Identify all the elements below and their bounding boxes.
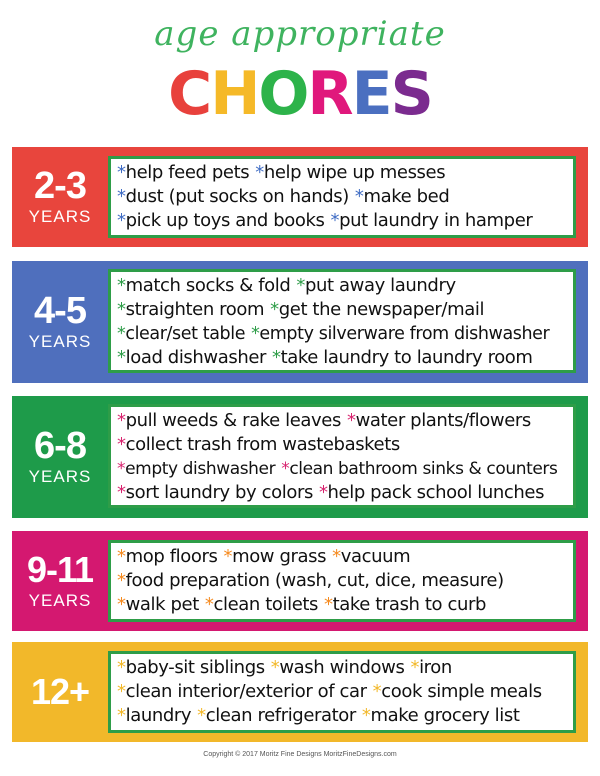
chore-item — [117, 681, 367, 702]
age-range: 9-11 — [26, 549, 94, 590]
chore-text: pick up toys and books — [125, 210, 325, 231]
asterisk-bullet-icon: * — [117, 162, 126, 183]
chore-line — [117, 433, 565, 457]
asterisk-bullet-icon: * — [117, 681, 126, 702]
chore-text: collect trash from wastebaskets — [125, 434, 400, 455]
chore-text: mop floors — [125, 546, 218, 567]
chore-item — [296, 275, 455, 296]
chore-item — [331, 210, 533, 231]
chore-text: take laundry to laundry room — [280, 347, 533, 368]
asterisk-bullet-icon: * — [354, 186, 364, 207]
chore-item — [347, 410, 531, 431]
chore-item — [117, 347, 266, 368]
chore-line — [117, 481, 565, 505]
chore-text: food preparation (wash, cut, dice, measure) — [125, 570, 504, 591]
chore-text: load dishwasher — [125, 347, 267, 368]
chore-text: iron — [419, 657, 452, 678]
chore-item — [255, 162, 445, 183]
age-group-band — [12, 642, 588, 742]
chore-text: baby-sit siblings — [125, 657, 265, 678]
asterisk-bullet-icon: * — [330, 210, 340, 231]
chore-item — [205, 594, 318, 615]
chore-item — [117, 434, 400, 455]
age-label-block — [12, 261, 108, 383]
chore-text: water plants/flowers — [355, 410, 531, 431]
asterisk-bullet-icon: * — [324, 594, 333, 615]
age-group-band — [12, 147, 588, 247]
asterisk-bullet-icon: * — [117, 186, 126, 207]
chore-text: empty dishwasher — [125, 459, 276, 479]
chore-item — [117, 410, 341, 431]
chore-item — [117, 162, 249, 183]
chore-line — [117, 545, 565, 569]
chore-item — [117, 594, 199, 615]
chore-line — [117, 322, 565, 346]
chore-line — [117, 185, 565, 209]
chore-line — [117, 680, 565, 704]
asterisk-bullet-icon: * — [117, 482, 126, 503]
chore-line — [117, 457, 565, 481]
asterisk-bullet-icon: * — [204, 594, 214, 615]
chore-line — [117, 656, 565, 680]
asterisk-bullet-icon: * — [255, 162, 264, 183]
asterisk-bullet-icon: * — [117, 210, 126, 231]
chore-item — [117, 657, 265, 678]
chore-text: laundry — [125, 705, 192, 726]
chore-item — [197, 705, 356, 726]
chore-text: match socks & fold — [125, 275, 291, 296]
title-letter: S — [390, 59, 432, 129]
asterisk-bullet-icon: * — [410, 657, 420, 678]
asterisk-bullet-icon: * — [296, 275, 306, 296]
asterisk-bullet-icon: * — [197, 705, 206, 726]
age-group-band — [12, 396, 588, 518]
chore-text: vacuum — [340, 546, 411, 567]
asterisk-bullet-icon: * — [117, 594, 126, 615]
asterisk-bullet-icon: * — [117, 705, 126, 726]
years-label: YEARS — [28, 332, 92, 351]
asterisk-bullet-icon: * — [372, 681, 382, 702]
chore-item — [319, 482, 544, 503]
chore-item — [281, 459, 557, 479]
asterisk-bullet-icon: * — [270, 657, 280, 678]
asterisk-bullet-icon: * — [332, 546, 341, 567]
chore-text: clean refrigerator — [205, 705, 356, 726]
asterisk-bullet-icon: * — [272, 347, 281, 368]
chore-item — [117, 459, 275, 479]
asterisk-bullet-icon: * — [117, 459, 126, 479]
chore-line — [117, 409, 565, 433]
chore-text: cook simple meals — [381, 681, 542, 702]
chore-text: clean interior/exterior of car — [125, 681, 367, 702]
chore-text: mow grass — [232, 546, 327, 567]
chore-item — [362, 705, 520, 726]
chore-item — [223, 546, 326, 567]
chore-item — [410, 657, 451, 678]
chore-text: make grocery list — [370, 705, 520, 726]
chore-item — [272, 347, 533, 368]
asterisk-bullet-icon: * — [117, 546, 126, 567]
years-label: YEARS — [28, 467, 92, 486]
chore-text: straighten room — [125, 299, 265, 320]
years-label: YEARS — [28, 207, 92, 226]
chore-item — [117, 299, 264, 320]
chore-item — [271, 657, 405, 678]
asterisk-bullet-icon: * — [281, 459, 290, 479]
chore-text: help wipe up messes — [263, 162, 446, 183]
age-label-block — [12, 642, 108, 742]
chore-line — [117, 704, 565, 728]
chore-list-box — [108, 540, 576, 622]
age-group-band — [12, 261, 588, 383]
chore-item — [117, 210, 325, 231]
chore-line — [117, 569, 565, 593]
asterisk-bullet-icon: * — [251, 324, 260, 344]
chore-item — [117, 324, 245, 344]
page-subtitle: age appropriate — [154, 14, 446, 54]
chore-text: take trash to curb — [332, 594, 486, 615]
chore-line — [117, 298, 565, 322]
chore-item — [332, 546, 410, 567]
age-range: 6-8 — [34, 425, 86, 467]
chore-text: get the newspaper/mail — [278, 299, 485, 320]
chore-item — [117, 186, 349, 207]
years-label: YEARS — [28, 591, 92, 610]
asterisk-bullet-icon: * — [117, 324, 126, 344]
chore-text: empty silverware from dishwasher — [259, 324, 550, 344]
age-range: 2-3 — [34, 165, 86, 207]
chore-item — [117, 482, 313, 503]
asterisk-bullet-icon: * — [117, 347, 126, 368]
chore-list-box — [108, 156, 576, 238]
chore-text: clear/set table — [125, 324, 246, 344]
age-group-band — [12, 531, 588, 631]
chore-text: put laundry in hamper — [339, 210, 533, 231]
chore-item — [251, 324, 549, 344]
asterisk-bullet-icon: * — [361, 705, 371, 726]
chore-line — [117, 161, 565, 185]
chore-text: clean bathroom sinks & counters — [289, 459, 558, 479]
title-letter: E — [351, 59, 391, 129]
chore-text: help pack school lunches — [327, 482, 545, 503]
chore-line — [117, 209, 565, 233]
chore-line — [117, 593, 565, 617]
age-range: 12+ — [30, 671, 90, 712]
chore-text: help feed pets — [125, 162, 250, 183]
title-letter: C — [168, 59, 211, 129]
chore-item — [117, 546, 217, 567]
age-label-block — [12, 531, 108, 631]
chore-item — [324, 594, 486, 615]
asterisk-bullet-icon: * — [117, 299, 126, 320]
chore-list-box — [108, 651, 576, 733]
age-label-block — [12, 396, 108, 518]
chore-text: put away laundry — [305, 275, 456, 296]
asterisk-bullet-icon: * — [117, 410, 126, 431]
asterisk-bullet-icon: * — [346, 410, 356, 431]
asterisk-bullet-icon: * — [117, 434, 126, 455]
chore-text: walk pet — [125, 594, 199, 615]
chore-text: wash windows — [279, 657, 405, 678]
title-letter: O — [258, 59, 308, 129]
chore-text: dust (put socks on hands) — [125, 186, 349, 207]
chore-list-box — [108, 269, 576, 373]
chore-item — [270, 299, 484, 320]
age-label-block — [12, 147, 108, 247]
chore-item — [117, 570, 504, 591]
asterisk-bullet-icon: * — [117, 657, 126, 678]
chore-item — [355, 186, 449, 207]
chore-line — [117, 346, 565, 370]
age-range: 4-5 — [34, 290, 86, 332]
asterisk-bullet-icon: * — [117, 275, 126, 296]
chore-line — [117, 274, 565, 298]
title-letter: R — [307, 59, 352, 129]
asterisk-bullet-icon: * — [223, 546, 233, 567]
chore-item — [117, 275, 290, 296]
title-letter: H — [210, 59, 259, 129]
chore-text: sort laundry by colors — [125, 482, 313, 503]
asterisk-bullet-icon: * — [270, 299, 279, 320]
chore-text: pull weeds & rake leaves — [125, 410, 341, 431]
copyright-footer: Copyright © 2017 Moritz Fine Designs MoritzFineDesigns.com — [203, 751, 397, 758]
chore-list-box — [108, 404, 576, 508]
chore-item — [117, 705, 191, 726]
asterisk-bullet-icon: * — [318, 482, 328, 503]
asterisk-bullet-icon: * — [117, 570, 126, 591]
page-title — [0, 59, 600, 129]
chore-text: clean toilets — [213, 594, 318, 615]
chore-item — [373, 681, 542, 702]
chore-text: make bed — [363, 186, 450, 207]
